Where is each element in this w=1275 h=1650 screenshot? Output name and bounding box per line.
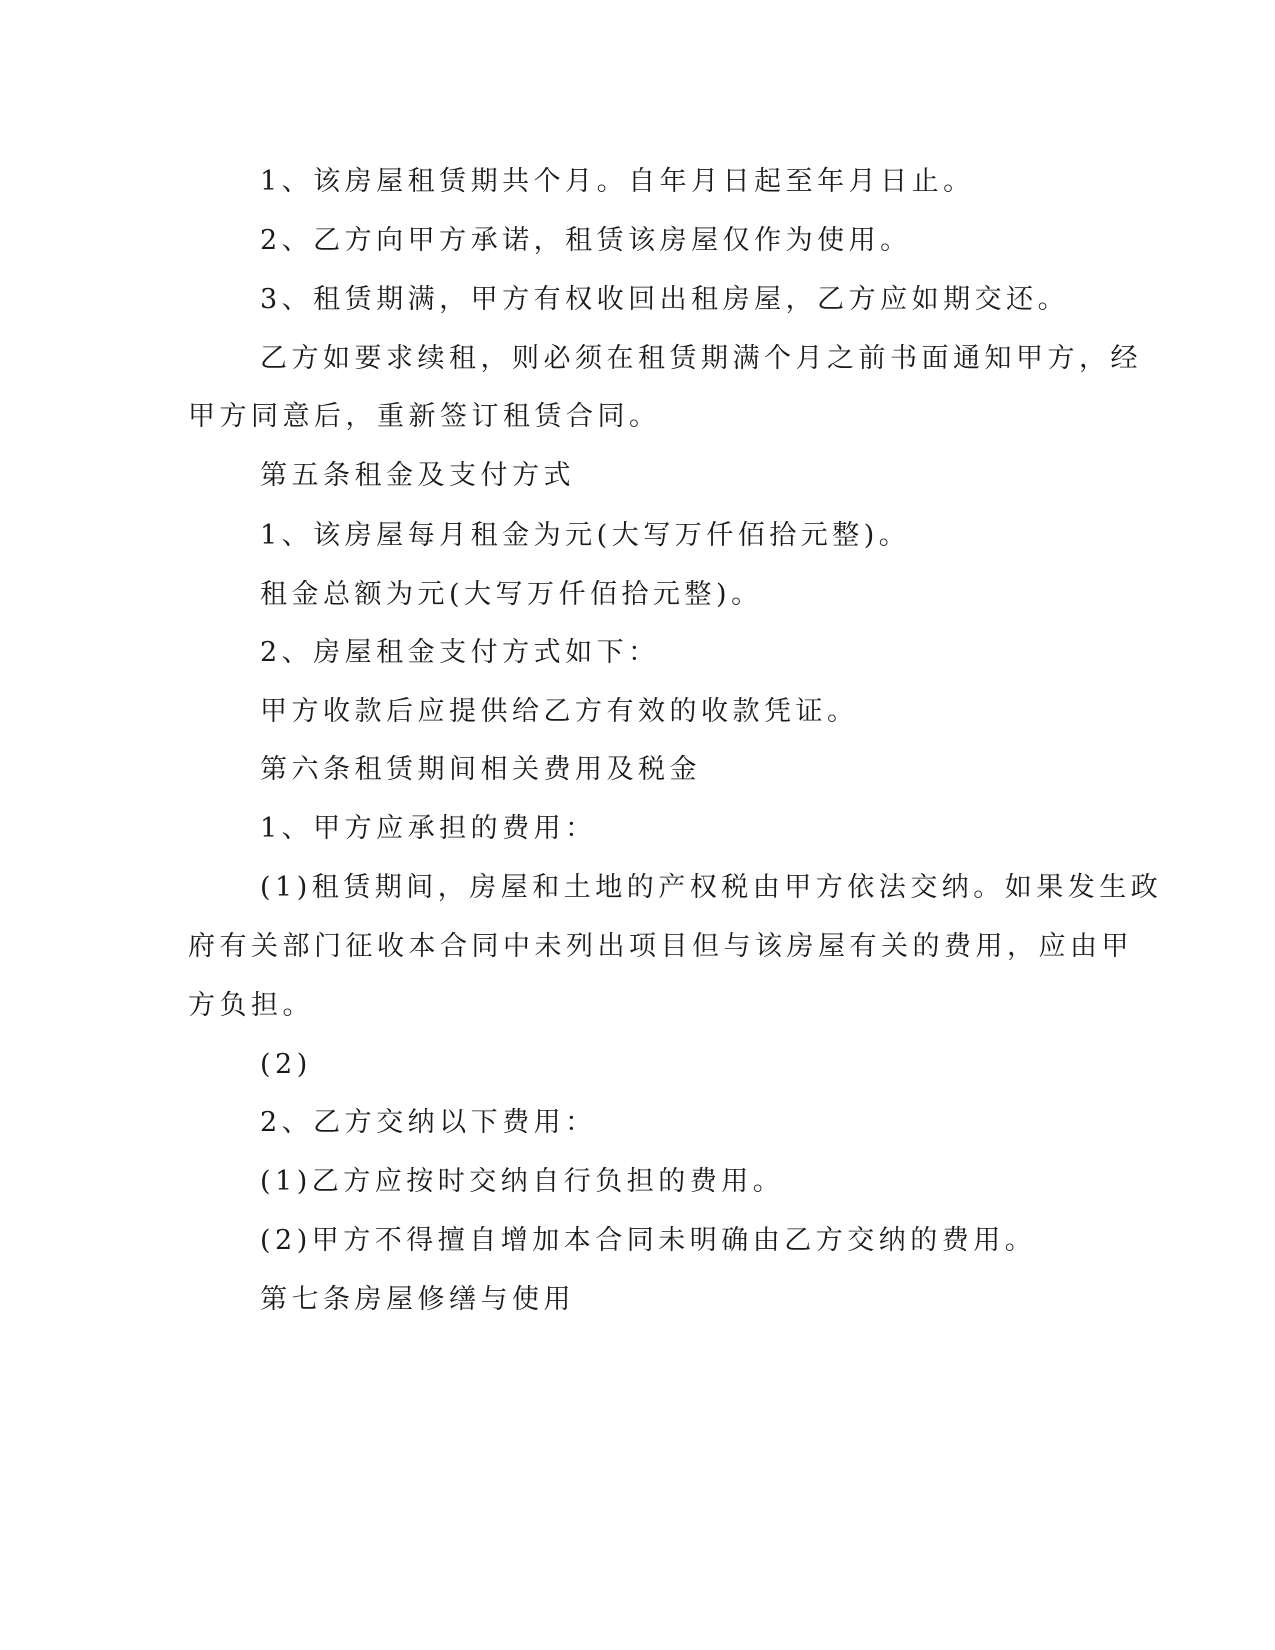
article-7-heading: 第七条房屋修缮与使用: [260, 1284, 575, 1315]
article-5-heading: 第五条租金及支付方式: [260, 460, 575, 491]
property-tax-clause-line-3: 方负担。: [188, 990, 314, 1021]
party-b-fee-item-2: (2)甲方不得擅自增加本合同未明确由乙方交纳的费用。: [260, 1225, 1037, 1256]
total-rent-clause: 租金总额为元(大写万仟佰拾元整)。: [260, 579, 763, 610]
blank-item-2: (2): [260, 1049, 312, 1080]
party-b-fees-clause: 2、乙方交纳以下费用：: [260, 1107, 597, 1138]
party-b-fee-item-1: (1)乙方应按时交纳自行负担的费用。: [260, 1166, 785, 1197]
property-tax-clause-line-2: 府有关部门征收本合同中未列出项目但与该房屋有关的费用，应由甲: [188, 931, 1133, 962]
renewal-clause-line-1: 乙方如要求续租，则必须在租赁期满个月之前书面通知甲方，经: [260, 343, 1142, 374]
property-tax-clause-line-1: (1)租赁期间，房屋和土地的产权税由甲方依法交纳。如果发生政: [260, 872, 1163, 903]
renewal-clause-line-2: 甲方同意后，重新签订租赁合同。: [188, 401, 661, 432]
monthly-rent-clause: 1、该房屋每月租金为元(大写万仟佰拾元整)。: [260, 520, 911, 551]
article-6-heading: 第六条租赁期间相关费用及税金: [260, 754, 701, 785]
usage-promise-clause: 2、乙方向甲方承诺，租赁该房屋仅作为使用。: [260, 225, 912, 256]
lease-expiry-clause: 3、租赁期满，甲方有权收回出租房屋，乙方应如期交还。: [260, 284, 1070, 315]
lease-term-clause: 1、该房屋租赁期共个月。自年月日起至年月日止。: [260, 166, 975, 197]
receipt-clause: 甲方收款后应提供给乙方有效的收款凭证。: [260, 696, 859, 727]
payment-method-clause: 2、房屋租金支付方式如下：: [260, 637, 660, 668]
party-a-fees-clause: 1、甲方应承担的费用：: [260, 813, 597, 844]
